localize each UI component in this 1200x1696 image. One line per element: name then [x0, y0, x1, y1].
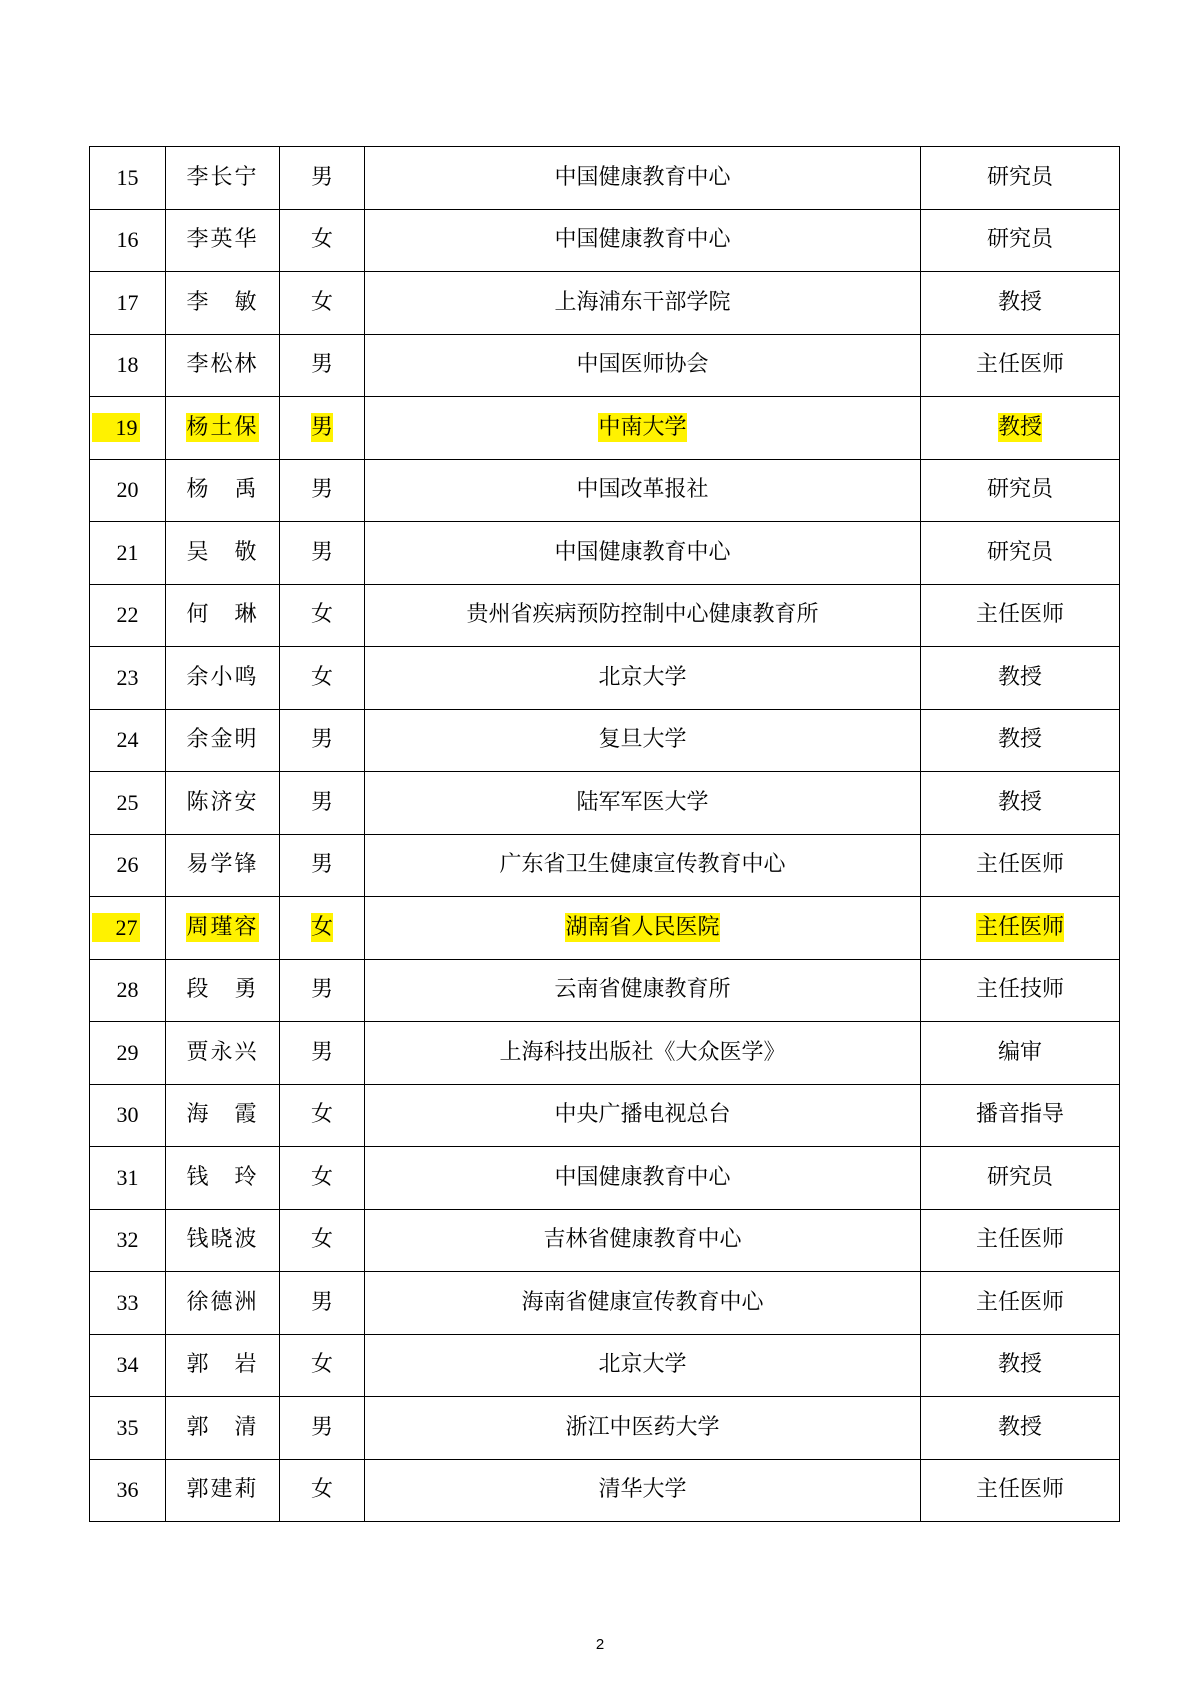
cell-name [166, 1272, 280, 1335]
cell-title-text: 主任医师 [975, 1227, 1064, 1253]
cell-number [90, 459, 166, 522]
cell-gender-text: 女 [310, 602, 333, 628]
cell-title [921, 209, 1120, 272]
cell-name-text: 李松林 [186, 352, 259, 378]
cell-gender [280, 147, 365, 210]
cell-name-text: 海 霞 [186, 1102, 259, 1128]
table-row [90, 1459, 1120, 1522]
cell-title [921, 1022, 1120, 1085]
cell-organization [365, 1272, 921, 1335]
cell-gender-text: 女 [310, 1477, 333, 1503]
cell-number [90, 1272, 166, 1335]
cell-organization-text: 中南大学 [598, 414, 687, 440]
cell-name [166, 1397, 280, 1460]
cell-number-text: 23 [116, 664, 139, 690]
cell-title [921, 709, 1120, 772]
cell-organization [365, 584, 921, 647]
cell-title [921, 1334, 1120, 1397]
cell-name [166, 1084, 280, 1147]
cell-name-text: 陈济安 [186, 789, 259, 815]
cell-gender-text: 男 [310, 789, 333, 815]
cell-gender-text: 男 [310, 414, 333, 440]
cell-title [921, 959, 1120, 1022]
cell-name [166, 334, 280, 397]
cell-title [921, 522, 1120, 585]
cell-number [90, 209, 166, 272]
cell-organization-text: 中国健康教育中心 [554, 227, 731, 253]
cell-title-text: 主任医师 [975, 914, 1064, 940]
cell-name-text: 余金明 [186, 727, 259, 753]
cell-gender [280, 397, 365, 460]
cell-gender-text: 男 [310, 1039, 333, 1065]
cell-title [921, 1397, 1120, 1460]
cell-number [90, 1147, 166, 1210]
cell-gender-text: 男 [310, 1414, 333, 1440]
cell-number [90, 1459, 166, 1522]
cell-organization-text: 中国健康教育中心 [554, 539, 731, 565]
cell-title-text: 主任技师 [975, 977, 1064, 1003]
cell-title [921, 897, 1120, 960]
cell-organization-text: 吉林省健康教育中心 [543, 1227, 742, 1253]
table-row [90, 522, 1120, 585]
cell-title-text: 教授 [997, 1352, 1042, 1378]
cell-name-text: 何 琳 [186, 602, 259, 628]
cell-organization [365, 1397, 921, 1460]
cell-gender [280, 1272, 365, 1335]
cell-number-text: 16 [116, 227, 139, 253]
cell-number-text: 15 [116, 164, 139, 190]
cell-name [166, 209, 280, 272]
cell-organization-text: 中国健康教育中心 [554, 164, 731, 190]
cell-title-text: 教授 [997, 664, 1042, 690]
cell-organization-text: 北京大学 [598, 664, 687, 690]
cell-name-text: 钱 玲 [186, 1164, 259, 1190]
cell-title-text: 主任医师 [975, 602, 1064, 628]
cell-gender-text: 女 [310, 1227, 333, 1253]
cell-name-text: 钱晓波 [186, 1227, 259, 1253]
cell-organization-text: 中国健康教育中心 [554, 1164, 731, 1190]
cell-name-text: 段 勇 [186, 977, 259, 1003]
cell-number [90, 959, 166, 1022]
cell-number [90, 1209, 166, 1272]
cell-number-text: 30 [116, 1102, 139, 1128]
cell-title [921, 1209, 1120, 1272]
roster-body [90, 147, 1120, 1522]
cell-organization [365, 209, 921, 272]
cell-name [166, 709, 280, 772]
cell-name [166, 772, 280, 835]
cell-title-text: 教授 [997, 789, 1042, 815]
cell-title-text: 教授 [997, 289, 1042, 315]
cell-title [921, 459, 1120, 522]
table-row [90, 1022, 1120, 1085]
table-row [90, 1147, 1120, 1210]
cell-gender-text: 男 [310, 977, 333, 1003]
cell-gender [280, 772, 365, 835]
cell-number [90, 522, 166, 585]
cell-organization [365, 1022, 921, 1085]
cell-name-text: 郭 岩 [186, 1352, 259, 1378]
cell-number-text: 20 [116, 477, 139, 503]
cell-name-text: 余小鸣 [186, 664, 259, 690]
cell-gender-text: 男 [310, 539, 333, 565]
cell-name-text: 李长宁 [186, 164, 259, 190]
cell-title-text: 主任医师 [975, 852, 1064, 878]
cell-gender [280, 834, 365, 897]
table-row [90, 1334, 1120, 1397]
cell-organization-text: 中国医师协会 [576, 352, 709, 378]
cell-number-text: 24 [116, 727, 139, 753]
cell-gender-text: 男 [310, 852, 333, 878]
cell-gender-text: 女 [310, 227, 333, 253]
cell-gender [280, 522, 365, 585]
cell-name [166, 834, 280, 897]
cell-organization [365, 772, 921, 835]
cell-gender-text: 男 [310, 164, 333, 190]
cell-organization-text: 上海科技出版社《大众医学》 [499, 1039, 786, 1065]
cell-number [90, 584, 166, 647]
cell-gender [280, 1397, 365, 1460]
cell-organization [365, 147, 921, 210]
cell-organization [365, 647, 921, 710]
cell-name-text: 徐德洲 [186, 1289, 259, 1315]
cell-name [166, 1334, 280, 1397]
cell-name-text: 杨土保 [186, 414, 259, 440]
cell-gender-text: 女 [310, 664, 333, 690]
cell-title-text: 教授 [997, 1414, 1042, 1440]
cell-number [90, 1084, 166, 1147]
cell-name-text: 易学锋 [186, 852, 259, 878]
cell-number-text: 21 [116, 539, 139, 565]
cell-gender [280, 1459, 365, 1522]
cell-gender [280, 959, 365, 1022]
cell-name-text: 贾永兴 [186, 1039, 259, 1065]
cell-gender-text: 男 [310, 477, 333, 503]
cell-name [166, 1459, 280, 1522]
cell-organization-text: 海南省健康宣传教育中心 [521, 1289, 764, 1315]
cell-title [921, 834, 1120, 897]
cell-organization-text: 中国改革报社 [576, 477, 709, 503]
cell-number [90, 147, 166, 210]
cell-organization [365, 709, 921, 772]
table-row [90, 1397, 1120, 1460]
cell-number-text: 35 [116, 1414, 139, 1440]
cell-gender [280, 272, 365, 335]
cell-gender [280, 647, 365, 710]
cell-organization [365, 334, 921, 397]
table-row [90, 647, 1120, 710]
cell-number-text: 34 [116, 1352, 139, 1378]
cell-organization [365, 272, 921, 335]
cell-title [921, 584, 1120, 647]
cell-title-text: 研究员 [986, 164, 1053, 190]
cell-organization-text: 云南省健康教育所 [554, 977, 731, 1003]
cell-number [90, 834, 166, 897]
table-row [90, 272, 1120, 335]
cell-name-text: 李英华 [186, 227, 259, 253]
cell-title-text: 研究员 [986, 539, 1053, 565]
cell-title [921, 1147, 1120, 1210]
table-row [90, 584, 1120, 647]
cell-number [90, 709, 166, 772]
cell-organization [365, 1147, 921, 1210]
cell-number-text: 17 [116, 289, 139, 315]
cell-gender [280, 1209, 365, 1272]
table-row [90, 1272, 1120, 1335]
cell-gender-text: 女 [310, 1102, 333, 1128]
cell-title-text: 播音指导 [975, 1102, 1064, 1128]
cell-number-text: 22 [116, 602, 139, 628]
cell-organization [365, 1084, 921, 1147]
cell-organization [365, 1209, 921, 1272]
cell-number-text: 28 [116, 977, 139, 1003]
cell-gender [280, 584, 365, 647]
cell-name [166, 647, 280, 710]
cell-title-text: 主任医师 [975, 1289, 1064, 1315]
cell-organization-text: 北京大学 [598, 1352, 687, 1378]
cell-name [166, 522, 280, 585]
cell-organization [365, 397, 921, 460]
cell-name [166, 584, 280, 647]
cell-gender [280, 897, 365, 960]
cell-number [90, 647, 166, 710]
cell-name [166, 1022, 280, 1085]
cell-title-text: 教授 [997, 727, 1042, 753]
cell-organization [365, 959, 921, 1022]
cell-title-text: 研究员 [986, 1164, 1053, 1190]
cell-name-text: 吴 敬 [186, 539, 259, 565]
cell-number-text: 29 [116, 1039, 139, 1065]
cell-number-text: 25 [116, 789, 139, 815]
cell-title [921, 647, 1120, 710]
cell-title [921, 772, 1120, 835]
cell-gender [280, 459, 365, 522]
cell-title-text: 主任医师 [975, 1477, 1064, 1503]
cell-title [921, 334, 1120, 397]
cell-title-text: 研究员 [986, 227, 1053, 253]
cell-organization-text: 浙江中医药大学 [565, 1414, 720, 1440]
cell-name-text: 李 敏 [186, 289, 259, 315]
cell-title-text: 编审 [997, 1039, 1042, 1065]
cell-number [90, 897, 166, 960]
cell-number [90, 397, 166, 460]
table-row [90, 397, 1120, 460]
cell-gender [280, 334, 365, 397]
cell-gender [280, 1147, 365, 1210]
cell-number-text: 27 [92, 913, 140, 942]
table-row [90, 709, 1120, 772]
cell-organization [365, 834, 921, 897]
cell-gender-text: 女 [310, 1164, 333, 1190]
page-number: 2 [595, 1636, 605, 1653]
table-row [90, 147, 1120, 210]
cell-title-text: 研究员 [986, 477, 1053, 503]
cell-number [90, 272, 166, 335]
cell-gender-text: 男 [310, 352, 333, 378]
roster-table [89, 146, 1120, 1522]
cell-title [921, 1459, 1120, 1522]
cell-number-text: 18 [116, 352, 139, 378]
cell-title [921, 397, 1120, 460]
cell-name [166, 1147, 280, 1210]
cell-gender-text: 男 [310, 727, 333, 753]
cell-name-text: 周瑾容 [186, 914, 259, 940]
cell-gender [280, 1022, 365, 1085]
cell-organization-text: 贵州省疾病预防控制中心健康教育所 [466, 602, 819, 628]
cell-title [921, 147, 1120, 210]
cell-title [921, 272, 1120, 335]
cell-name [166, 147, 280, 210]
cell-number [90, 1022, 166, 1085]
cell-number-text: 19 [92, 413, 140, 442]
cell-number-text: 32 [116, 1227, 139, 1253]
cell-organization [365, 522, 921, 585]
cell-organization-text: 湖南省人民医院 [565, 914, 720, 940]
table-row [90, 1209, 1120, 1272]
cell-name-text: 杨 禹 [186, 477, 259, 503]
cell-organization [365, 459, 921, 522]
cell-number-text: 36 [116, 1477, 139, 1503]
cell-organization-text: 上海浦东干部学院 [554, 289, 731, 315]
cell-organization-text: 广东省卫生健康宣传教育中心 [499, 852, 786, 878]
cell-title-text: 主任医师 [975, 352, 1064, 378]
cell-number [90, 1334, 166, 1397]
table-row [90, 834, 1120, 897]
cell-gender-text: 女 [310, 289, 333, 315]
cell-gender [280, 1334, 365, 1397]
table-row [90, 334, 1120, 397]
cell-organization-text: 复旦大学 [598, 727, 687, 753]
cell-gender-text: 女 [310, 914, 333, 940]
cell-number [90, 772, 166, 835]
cell-gender [280, 1084, 365, 1147]
table-row [90, 959, 1120, 1022]
table-row [90, 209, 1120, 272]
table-row [90, 459, 1120, 522]
cell-organization [365, 1459, 921, 1522]
cell-name [166, 959, 280, 1022]
cell-gender [280, 709, 365, 772]
cell-organization-text: 中央广播电视总台 [554, 1102, 731, 1128]
cell-name-text: 郭 清 [186, 1414, 259, 1440]
cell-number [90, 334, 166, 397]
cell-gender-text: 女 [310, 1352, 333, 1378]
cell-organization [365, 897, 921, 960]
cell-name [166, 272, 280, 335]
table-row [90, 897, 1120, 960]
cell-title-text: 教授 [997, 414, 1042, 440]
cell-name [166, 459, 280, 522]
cell-number-text: 26 [116, 852, 139, 878]
table-row [90, 772, 1120, 835]
cell-name [166, 897, 280, 960]
cell-name [166, 1209, 280, 1272]
cell-gender [280, 209, 365, 272]
cell-number-text: 31 [116, 1164, 139, 1190]
cell-title [921, 1272, 1120, 1335]
cell-name-text: 郭建莉 [186, 1477, 259, 1503]
cell-name [166, 397, 280, 460]
cell-gender-text: 男 [310, 1289, 333, 1315]
cell-number-text: 33 [116, 1289, 139, 1315]
cell-organization-text: 清华大学 [598, 1477, 687, 1503]
cell-number [90, 1397, 166, 1460]
cell-organization-text: 陆军军医大学 [576, 789, 709, 815]
cell-organization [365, 1334, 921, 1397]
table-row [90, 1084, 1120, 1147]
cell-title [921, 1084, 1120, 1147]
